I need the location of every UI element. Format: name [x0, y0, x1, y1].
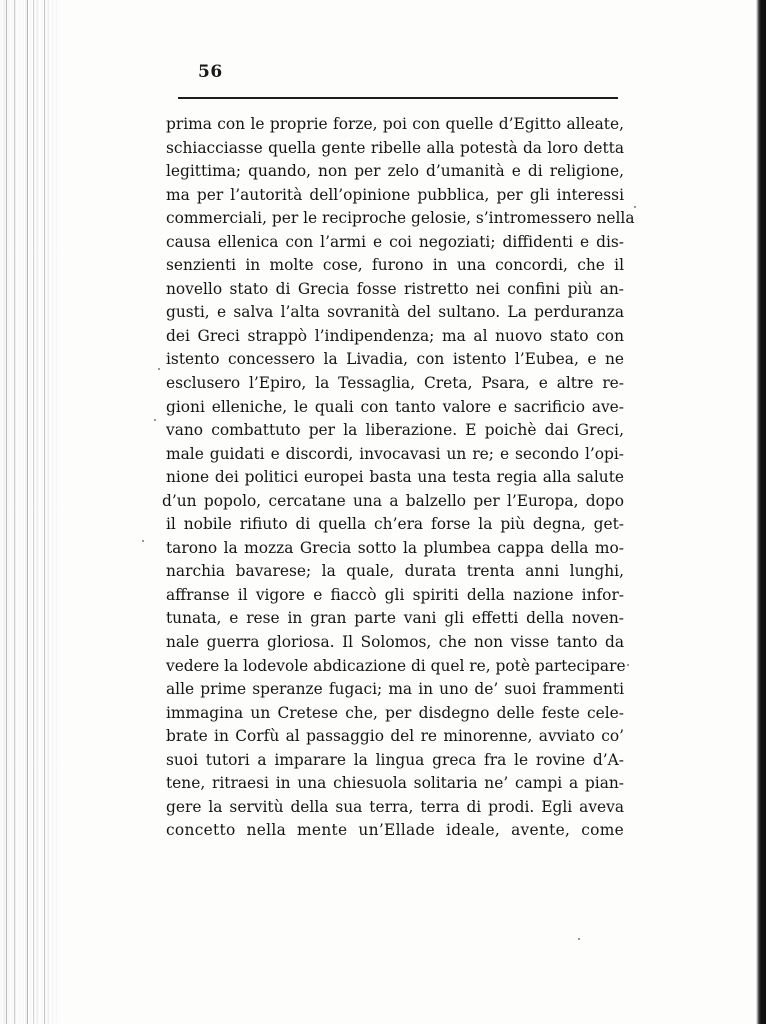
text-line: commerciali, per le reciproche gelosie, s’intromessero nella	[166, 209, 635, 228]
binding-line	[14, 0, 15, 1024]
header-rule	[178, 97, 618, 99]
binding-line	[6, 0, 7, 1024]
scan-speck	[627, 664, 629, 666]
text-line: narchia bavarese; la quale, durata trenta anni lunghi,	[166, 562, 624, 581]
text-line: concetto nella mente un’Ellade ideale, avente, come	[166, 821, 624, 840]
text-line: d’un popolo, cercatane una a balzello per l’Europa, dopo	[162, 491, 624, 510]
text-line: nione dei politici europei basta una testa regia alla salute	[166, 468, 624, 487]
text-line: tunata, e rese in gran parte vani gli effetti della noven-	[166, 609, 624, 628]
text-line: schiacciasse quella gente ribelle alla potestà da loro detta	[166, 138, 624, 157]
scan-speck	[154, 419, 156, 421]
body-text	[162, 113, 635, 843]
text-line: esclusero l’Epiro, la Tessaglia, Creta, Psara, e altre re-	[166, 374, 624, 393]
text-line: immagina un Cretese che, per disdegno delle feste cele-	[166, 703, 624, 722]
binding-line	[44, 0, 45, 1024]
page-number: 56	[198, 62, 223, 82]
text-line: tarono la mozza Grecia sotto la plumbea cappa della mo-	[166, 538, 624, 557]
text-line: istento concessero la Livadia, con istento l’Eubea, e ne	[166, 350, 624, 369]
binding-line	[27, 0, 28, 1024]
text-line: ma per l’autorità dell’opinione pubblica, per gli interessi	[166, 185, 624, 204]
text-line: novello stato di Grecia fosse ristretto nei confini più an-	[166, 279, 624, 298]
text-line: gusti, e salva l’alta sovranità del sultano. La perduranza	[166, 303, 624, 322]
text-line: dei Greci strappò l’indipendenza; ma al nuovo stato con	[166, 326, 624, 345]
text-line: tene, ritraesi in una chiesuola solitaria ne’ campi a pian-	[166, 774, 624, 793]
binding-edge	[0, 0, 58, 1024]
scan-speck	[158, 368, 160, 370]
text-line: vano combattuto per la liberazione. E poichè dai Greci,	[166, 421, 624, 440]
text-line: alle prime speranze fugaci; ma in uno de’ suoi frammenti	[166, 680, 624, 699]
text-line: gere la servitù della sua terra, terra di prodi. Egli aveva	[166, 797, 624, 816]
text-line: gioni elleniche, le quali con tanto valore e sacrificio ave-	[166, 397, 624, 416]
text-line: il nobile rifiuto di quella ch’era forse la più degna, get-	[166, 515, 624, 534]
text-line: nale guerra gloriosa. Il Solomos, che non visse tanto da	[166, 633, 624, 652]
text-line: prima con le proprie forze, poi con quelle d’Egitto alleate,	[166, 115, 624, 133]
scan-speck	[634, 206, 636, 208]
text-line: affranse il vigore e fiaccò gli spiriti della nazione infor-	[166, 585, 624, 604]
text-line: brate in Corfù al passaggio del re minorenne, avviato co’	[166, 727, 624, 746]
text-line: suoi tutori a imparare la lingua greca fra le rovine d’A-	[166, 750, 624, 769]
text-line: legittima; quando, non per zelo d’umanità e di religione,	[166, 162, 624, 181]
text-line: senzienti in molte cose, furono in una concordi, che il	[166, 256, 624, 275]
right-scan-border	[756, 0, 766, 1024]
text-line: male guidati e discordi, invocavasi un re; e secondo l’opi-	[166, 444, 624, 463]
scan-speck	[578, 938, 580, 940]
text-line: causa ellenica con l’armi e coi negoziati; diffidenti e dis-	[166, 232, 624, 251]
text-line: vedere la lodevole abdicazione di quel re, potè partecipare	[166, 656, 626, 675]
scan-speck	[142, 540, 144, 542]
binding-line	[33, 0, 34, 1024]
